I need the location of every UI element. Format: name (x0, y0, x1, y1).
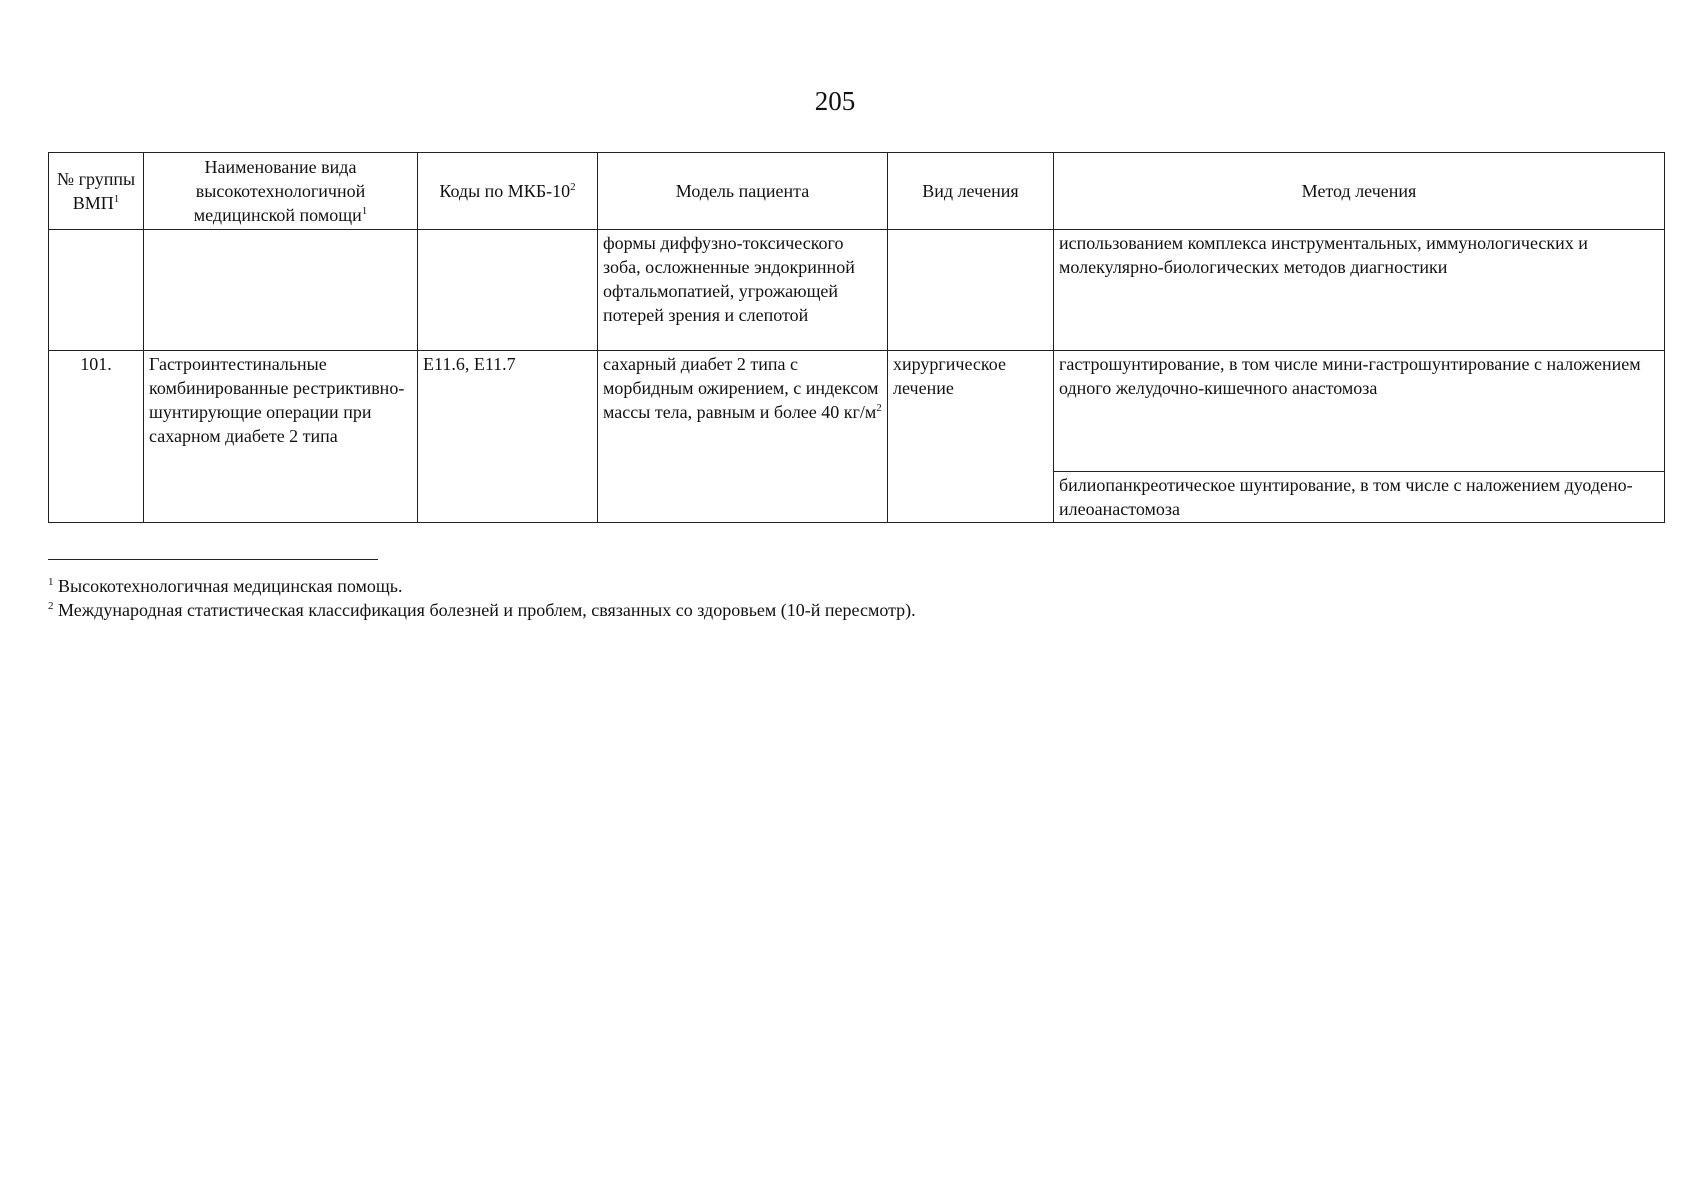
cell-treatment-method: гастрошунтирование, в том числе мини-гастрошунтирование с наложением одного желудочно-кишечного анастомоза (1054, 351, 1665, 472)
footnotes (48, 574, 916, 622)
header-care-name: Наименование вида высокотехнологичной медицинской помощи$^1$ (144, 153, 418, 230)
header-treatment-type: Вид лечения (888, 153, 1054, 230)
table-row (49, 351, 1665, 472)
footnote-divider (48, 559, 378, 560)
cell-icd-codes (418, 230, 598, 351)
header-treatment-method: Метод лечения (1054, 153, 1665, 230)
footnote-1: $^1$ Высокотехнологичная медицинская помощь. (48, 576, 403, 596)
cell-group-no (49, 230, 144, 351)
header-group-no: № группы ВМП$^1$ (49, 153, 144, 230)
cell-icd-codes: E11.6, E11.7 (418, 351, 598, 523)
cell-treatment-type: хирургическое лечение (888, 351, 1054, 523)
cell-care-name (144, 230, 418, 351)
cell-group-no: 101. (49, 351, 144, 523)
header-icd-codes: Коды по МКБ-$10^2$ (418, 153, 598, 230)
table-row-continuation (49, 230, 1665, 351)
page-number: 205 (814, 86, 856, 116)
cell-patient-model: сахарный диабет 2 типа с морбидным ожирением, с индексом массы тела, равным и более 40 $кг/м^2$ (598, 351, 888, 523)
cell-treatment-method: билиопанкреотическое шунтирование, в том числе с наложением дуодено-илеоанастомоза (1054, 472, 1665, 523)
cell-patient-model: формы диффузно-токсического зоба, осложненные эндокринной офтальмопатией, угрожающей потерей зрения и слепотой (598, 230, 888, 351)
cell-treatment-type (888, 230, 1054, 351)
vmp-table (48, 152, 1665, 523)
footnote-2: $^2$ Международная статистическая классификация болезней и проблем, связанных со здоровьем (10-й пересмотр). (48, 600, 916, 620)
cell-care-name: Гастроинтестинальные комбинированные рестриктивно-шунтирующие операции при сахарном диабете 2 типа (144, 351, 418, 523)
cell-treatment-method: использованием комплекса инструментальных, иммунологических и молекулярно-биологических методов диагностики (1054, 230, 1665, 351)
header-patient-model: Модель пациента (598, 153, 888, 230)
header-row (49, 153, 1665, 230)
